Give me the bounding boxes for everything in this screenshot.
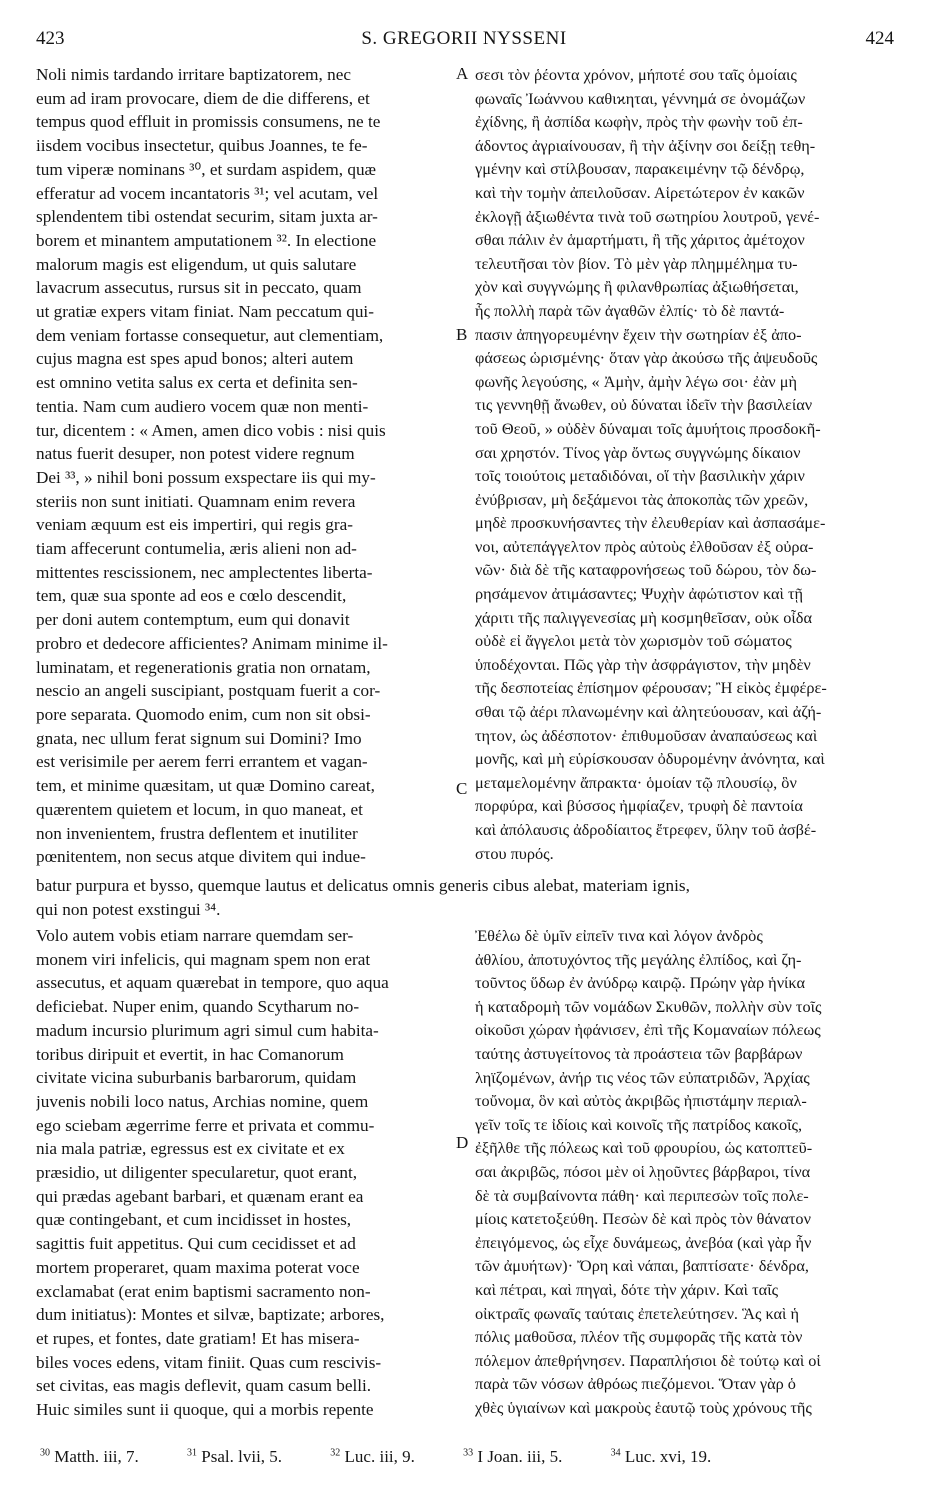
text-line: νῶν· διὰ δὲ τῆς καταφρονήσεως τοῦ δώρου, τὸν δω-: [475, 560, 817, 580]
text-line: ἐξῆλθε τῆς πόλεως καὶ τοῦ φρουρίου, ὡς κατοπτεῦ-: [475, 1138, 813, 1158]
text-line: tiam affecerunt contumelia, æris alieni non ad-: [36, 539, 357, 559]
text-line: τῆς δεσποτείας ἐπίσημον φέρουσαν; Ἢ εἰκὸς ἐμφέρε-: [475, 678, 827, 698]
text-line: ρησάμενον ἀτιμάσαντες; Ψυχὴν ἀφώτιστον καὶ τῇ: [475, 584, 804, 604]
text-line: dem veniam fortasse consequetur, aut clementiam,: [36, 325, 384, 345]
text-line: luminatam, et regenerationis gratia non ornatam,: [36, 657, 371, 677]
text-line: steriis non sunt initiati. Quamnam enim revera: [36, 491, 356, 511]
text-line: Volo autem vobis etiam narrare quemdam ser-: [36, 926, 354, 945]
text-line: ἀθλίου, ἀποτυχόντος τῆς μεγάλης ἐλπίδος, καὶ ζη-: [475, 949, 802, 969]
text-line: veniam æquum est eis impertiri, qui regis gra-: [36, 515, 353, 535]
text-line: καὶ πέτραι, καὶ πηγαὶ, δότε τὴν χάριν. Καὶ ταῖς: [475, 1279, 779, 1299]
text-line: τητον, ὡς ἀδέσποτον· ἐπιθυμοῦσαν ἀναπαύσεως καὶ: [475, 725, 818, 745]
text-line: per doni autem contemptum, eum qui donavit: [36, 610, 350, 630]
text-line: mittentes rescissionem, nec amplectentes liberta-: [36, 562, 373, 582]
text-line: σεσι τὸν ῥέοντα χρόνον, μήποτέ σου ταῖς ὁμοίαις: [475, 65, 797, 84]
text-line: nescio an angeli suscipiant, postquam fuerit a cor-: [36, 681, 381, 701]
page-number-left: 423: [36, 28, 65, 49]
text-line: juvenis nobili loco natus, Archias nomine, quem: [36, 1091, 369, 1111]
text-line: natus fuerit desuper, non potest videre regnum: [36, 444, 355, 464]
text-line: tem, quæ sua sponte ad eos e cœlo descendit,: [36, 586, 347, 606]
footnote: $^{31}$ Psal. lvii, 5.: [187, 1447, 283, 1466]
text-line: χθὲς ὑγιαίνων καὶ μακροὺς ἑαυτῷ τοὺς χρόνους τῆς: [475, 1397, 812, 1417]
page-number-right: 424: [865, 28, 894, 49]
text-line: qui non potest exstingui ³⁴.: [36, 899, 221, 919]
text-line: mortem properaret, quam maxima poterat voce: [36, 1257, 360, 1277]
text-line: quæ contingebant, et cum incidisset in hostes,: [36, 1210, 352, 1230]
text-line: ἐνύβρισαν, μὴ δεξάμενοι τὰς ἀποκοπὰς τῶν χρεῶν,: [475, 489, 809, 509]
text-line: splendentem tibi ostendat securim, sitam juxta ar-: [36, 207, 378, 227]
text-line: monem viri infelicis, qui magnam spem non erat: [36, 949, 371, 969]
text-line: άδοντος ἀγριαίνουσαν, ἢ τὴν ἀξίνην σοι δείξῃ τεθη-: [475, 135, 816, 155]
text-line: madum incursio plurimum agri simul cum habita-: [36, 1020, 379, 1040]
text-line: σαι ἀκριβῶς, πόσοι μὲν οἱ λῃοῦντες βάρβαροι, τίνα: [475, 1161, 811, 1181]
text-line: πορφύρα, καὶ βύσσος ἠμφίαζεν, τρυφὴ δὲ παντοία: [475, 796, 803, 816]
text-line: set civitas, eas magis deflevit, quam casum belli.: [36, 1376, 372, 1396]
text-line: præsidio, ut diligenter specularetur, quot erant,: [36, 1163, 358, 1183]
text-line: est verisimile per aerem ferri errantem et vagan-: [36, 752, 368, 772]
text-line: γεῖν τοῖς τε ἰδίοις καὶ κοινοῖς τῆς πατρίδος κακοῖς,: [475, 1114, 803, 1134]
text-line: efferatur ad vocem incantatoris ³¹; vel acutam, vel: [36, 183, 379, 203]
text-line: nia mala patriæ, egressus est ex civitate et ex: [36, 1139, 345, 1159]
footnote: $^{32}$ Luc. iii, 9.: [330, 1447, 415, 1466]
text-line: καὶ τὴν τομὴν ἀπειλοῦσαν. Αἱρετώτερον ἐν κακῶν: [475, 182, 805, 202]
latin-column-upper: [36, 63, 454, 869]
footnote: $^{30}$ Matth. iii, 7.: [40, 1447, 139, 1466]
text-line: ut gratiæ expers vitam finiat. Nam peccatum qui-: [36, 302, 374, 322]
footnote: $^{34}$ Luc. xvi, 19.: [610, 1447, 712, 1466]
text-line: batur purpura et bysso, quemque lautus et delicatus omnis generis cibus alebat, materiam ignis,: [36, 876, 690, 895]
text-line: tempus quod effluit in promissis consumens, ne te: [36, 112, 381, 132]
text-line: χάριτι τῆς παλιγγενεσίας μὴ κοσμηθεῖσαν, οὐκ οἶδα: [475, 607, 812, 627]
text-line: ἐπειγόμενος, ὡς εἶχε δυνάμεως, ἀνεβόα (καὶ γὰρ ἦν: [475, 1232, 812, 1252]
text-line: quærentem quietem et locum, in quo maneat, et: [36, 799, 363, 819]
latin-column-lower: [36, 924, 454, 1422]
text-line: πασιν ἀπηγορευμένην ἔχειν τὴν σωτηρίαν ἐξ ἀπο-: [475, 324, 802, 344]
latin-fullwidth-continuation: [36, 874, 896, 921]
text-line: iisdem vocibus insectetur, quibus Joannes, te fe-: [36, 136, 368, 156]
text-line: ἐχίδνης, ἢ ἀσπίδα κωφὴν, πρὸς τὴν φωνὴν τοῦ ἐπ-: [475, 112, 803, 132]
text-line: τοῖς τοιούτοις μεταδιδόναι, οἵ τὴν βασιλικὴν χάριν: [475, 466, 805, 486]
text-line: tem, et minime quæsitam, ut quæ Domino careat,: [36, 776, 375, 796]
text-line: μίοις κατετοξεύθη. Πεσὼν δὲ καὶ πρὸς τὸν θάνατον: [475, 1209, 811, 1229]
text-line: toribus diripuit et evertit, in hac Comanorum: [36, 1044, 344, 1064]
text-line: tentia. Nam cum audiero vocem quæ non menti-: [36, 396, 369, 416]
text-line: μεταμελομένην ἄπρακτα· ὁμοίαν τῷ πλουσίῳ, ὃν: [475, 772, 797, 792]
text-line: ληϊζομένων, ἀνήρ τις νέος τῶν εὐπατριδῶν, Ἀρχίας: [475, 1067, 810, 1087]
text-line: pœnitentem, non secus atque divitem qui indue-: [36, 847, 366, 867]
text-line: φωνῆς λεγούσης, « Ἀμὴν, ἀμὴν λέγω σοι· ἐὰν μὴ: [475, 371, 797, 391]
text-line: deficiebat. Nuper enim, quando Scytharum no-: [36, 997, 360, 1017]
margin-marker-d: D: [456, 1133, 469, 1152]
text-line: πόλις μαθοῦσα, πλέον τῆς συμφορᾶς τῆς κατὰ τὸν: [475, 1327, 803, 1347]
text-line: μηδὲ προσκυνήσαντες τὴν ἐλευθερίαν καὶ ἀσπασάμε-: [475, 513, 826, 533]
text-line: γμένην καὶ στίλβουσαν, παρακειμένην τῷ δένδρῳ,: [475, 159, 805, 179]
text-line: eum ad iram provocare, diem de die differens, et: [36, 88, 370, 108]
text-line: et rupes, et fontes, date gratiam! Et has misera-: [36, 1328, 360, 1348]
text-line: cujus magna est spes apud bonos; alteri autem: [36, 349, 354, 369]
text-line: probro et dedecore afficientes? Animam minime il-: [36, 633, 388, 653]
text-line: tum viperæ nominans ³⁰, et surdam aspidem, quæ: [36, 159, 376, 179]
text-line: δὲ τὰ συμβαίνοντα πάθη· καὶ περιπεσὼν τοῖς πολε-: [475, 1185, 809, 1205]
text-line: μονῆς, καὶ μὴ εὑρίσκουσαν ὀδυρομένην ἀνόνητα, καὶ: [475, 749, 825, 769]
text-line: Ἐθέλω δὲ ὑμῖν εἰπεῖν τινα καὶ λόγον ἀνδρὸς: [475, 926, 763, 945]
margin-marker-b: B: [456, 325, 468, 344]
margin-marker-a: A: [456, 64, 469, 83]
text-line: τοῦ Θεοῦ, » οὐδὲν δύναμαι τοῖς ἀμυήτοις προσδοκῆ-: [475, 418, 821, 438]
text-line: malorum magis est eligendum, ut quis salutare: [36, 254, 357, 274]
text-line: lavacrum assecutus, rursus sit in peccato, quam: [36, 278, 362, 298]
text-line: ἧς πολλὴ παρὰ τῶν ἀγαθῶν ἐλπίς· τὸ δὲ παντά-: [475, 300, 785, 320]
text-line: σθαι τῷ ἀέρι πλανωμένην καὶ ἀλητεύουσαν, καὶ ἀζή-: [475, 702, 822, 722]
text-line: gnata, nec ullum ferat signum sui Domini? Imo: [36, 728, 362, 748]
text-line: Huic similes sunt ii quoque, qui a morbis repente: [36, 1400, 374, 1420]
margin-marker-c: C: [456, 779, 468, 798]
text-line: assecutus, et aquam quærebat in tempore, quo aqua: [36, 973, 389, 993]
text-line: non invenientem, frustra deflentem et inutiliter: [36, 823, 358, 843]
greek-column-lower: [475, 924, 895, 1419]
text-line: πόλεμον ἀπεθρήνησεν. Παραπλήσιοι δὲ τούτῳ καὶ οἱ: [475, 1350, 821, 1370]
text-line: σθαι πάλιν ἐν ἁμαρτήματι, ἢ τῆς χάριτος ἀμέτοχον: [475, 230, 805, 250]
text-line: τελευτῆσαι τὸν βίον. Τὸ μὲν γὰρ πλημμέλημα τυ-: [475, 253, 798, 273]
text-line: est omnino vetita salus ex certa et definita sen-: [36, 373, 358, 393]
text-line: καὶ ἀπόλαυσις ἀδροδίαιτος ἔτρεφεν, ὕλην τοῦ ἀσβέ-: [475, 820, 817, 839]
text-line: ἡ καταδρομὴ τῶν νομάδων Σκυθῶν, πολλὴν σὺν τοῖς: [475, 996, 822, 1016]
text-line: φωναῖς Ἰωάννου καθιϰηται, γέννημά σε ὀνομάζων: [475, 88, 806, 108]
text-line: νοι, αὐτεπάγγελτον πρὸς αὐτοὺς ἐλθοῦσαν ἐξ οὐρα-: [475, 536, 814, 556]
text-line: exclamabat (erat enim baptismi sacramento non-: [36, 1281, 371, 1301]
text-line: οἰκοῦσι χώραν ἠφάνισεν, ἐπὶ τῆς Κομαναίων πόλεως: [475, 1020, 821, 1040]
text-line: χὸν καὶ συγγνώμης ἢ φιλανθρωπίας ἀξιωθήσεται,: [475, 277, 799, 297]
text-line: φάσεως ὡρισμένης· ὅταν γὰρ ἀκούσω τῆς ἀψευδοῦς: [475, 348, 818, 368]
running-title: S. GREGORII NYSSENI: [361, 28, 567, 49]
text-line: ταύτης ἀστυγείτονος τὰ προάστεια τῶν βαρβάρων: [475, 1043, 803, 1063]
text-line: τοῦντος ὕδωρ ἐν ἀνύδρῳ καιρῷ. Πρώην γὰρ ἡνίκα: [475, 973, 806, 993]
text-line: borem et minantem amputationem ³². In electione: [36, 230, 377, 250]
text-line: dum initiatus): Montes et silvæ, baptizate; arbores,: [36, 1305, 385, 1325]
text-line: στου πυρός.: [475, 843, 554, 863]
text-line: ἐκλογῇ ἀξιωθέντα τινὰ τοῦ σωτηρίου λουτροῦ, γενέ-: [475, 206, 820, 226]
text-line: σαι χρηστόν. Τίνος γὰρ ὄντως συγγνώμης δίκαιον: [475, 442, 801, 462]
text-line: qui prædas agebant barbari, et quænam erant ea: [36, 1186, 364, 1206]
text-line: οὐδὲ εἰ ἄγγελοι μετὰ τὸν χωρισμὸν τοῦ σώματος: [475, 631, 792, 651]
text-line: Dei ³³, » nihil boni possum exspectare iis qui my-: [36, 467, 376, 487]
text-line: tur, dicentem : « Amen, amen dico vobis : nisi quis: [36, 420, 386, 440]
footnotes: [40, 1447, 890, 1467]
text-line: pore separata. Quomodo enim, cum non sit obsi-: [36, 704, 371, 724]
text-line: τις γεννηθῇ ἄνωθεν, οὐ δύναται ἰδεῖν τὴν βασιλείαν: [475, 395, 813, 415]
text-line: ego sciebam ægerrime ferre et privata et commu-: [36, 1115, 375, 1135]
footnote: $^{33}$ I Joan. iii, 5.: [463, 1447, 563, 1466]
text-line: ὑποδέχονται. Πῶς γὰρ τὴν ἀσφράγιστον, τὴν μηδὲν: [475, 654, 811, 674]
text-line: τοὔνομα, ὃν καὶ αὐτὸς ἀκριβῶς ἠπιστάμην περιαλ-: [475, 1091, 807, 1111]
text-line: οἰκτραῖς φωναῖς ταύταις ἐπετελεύτησεν. Ἃς καὶ ἡ: [475, 1303, 800, 1323]
text-line: τῶν ἀμυήτων)· Ὄρη καὶ νάπαι, βαπτίσατε· δένδρα,: [475, 1256, 810, 1276]
text-line: Noli nimis tardando irritare baptizatorem, nec: [36, 65, 351, 84]
text-line: sagittis fuit appetitus. Qui cum cecidisset et ad: [36, 1234, 356, 1254]
text-line: civitate vicina suburbanis barbarorum, quidam: [36, 1068, 357, 1088]
text-line: παρὰ τῶν νόσων ἀθρόως πιεζόμενοι. Ὅταν γὰρ ὁ: [475, 1374, 796, 1394]
greek-column-upper: [475, 63, 895, 865]
text-line: biles voces edens, vitam finiit. Quas cum rescivis-: [36, 1352, 382, 1372]
